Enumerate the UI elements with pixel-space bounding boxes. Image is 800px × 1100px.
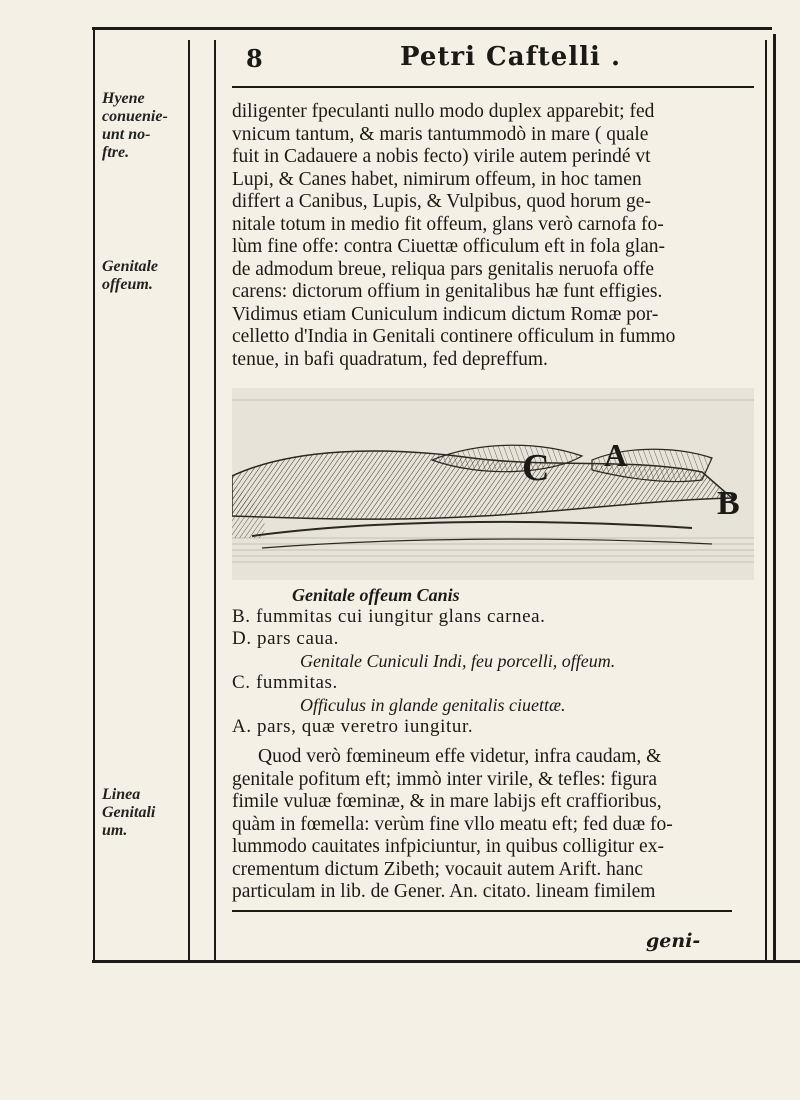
text-line: genitale pofitum eft; immò inter virile, & tefles: figura	[232, 768, 658, 790]
page-number: 8	[246, 44, 263, 73]
text-line: lummodo cauitates infpiciuntur, in quibus colligitur ex-	[232, 836, 664, 857]
margin-line: offeum.	[102, 276, 153, 293]
margin-note-genitale	[102, 258, 182, 294]
legend-sub-ciuettae: Officulus in glande genitalis ciuettæ.	[300, 695, 566, 715]
figure-label-c: C	[522, 447, 550, 489]
left-margin-rule	[93, 30, 95, 960]
legend-sub-cuniculi: Genitale Cuniculi Indi, feu porcelli, offeum.	[300, 651, 616, 671]
text-line: fuit in Cadauere a nobis fecto) virile autem perindé vt	[232, 146, 651, 167]
text-line: tenue, in bafi quadratum, fed depreffum.	[232, 348, 548, 370]
paragraph-1	[232, 101, 754, 371]
legend-d: D. pars caua.	[232, 628, 339, 649]
text-line: diligenter fpeculanti nullo modo duplex apparebit; fed	[232, 101, 655, 122]
note-column-rule	[188, 40, 190, 960]
text-left-rule	[214, 40, 216, 960]
text-bottom-rule	[232, 910, 732, 912]
paragraph-2	[232, 746, 754, 904]
top-rule	[92, 27, 772, 30]
running-title: Petri Caftelli .	[400, 42, 622, 72]
running-head	[232, 40, 752, 80]
text-line: lùm fine offe: contra Ciuettæ officulum eft in fola glan-	[232, 236, 666, 257]
text-line: Quod verò fœmineum effe videtur, infra caudam, &	[258, 746, 662, 767]
text-line: differt a Canibus, Lupis, & Vulpibus, quod horum ge-	[232, 191, 651, 212]
bone-illustration	[232, 388, 754, 580]
text-right-rule	[765, 40, 767, 960]
outer-right-rule	[773, 34, 776, 960]
margin-line: ftre.	[102, 144, 130, 161]
margin-line: Hyene	[102, 90, 145, 107]
text-line: quàm in fœmella: verùm fine vllo meatu eft; fed duæ fo-	[232, 813, 673, 835]
text-line: vnicum tantum, & maris tantummodò in mare ( quale	[232, 123, 649, 145]
head-rule	[232, 86, 754, 88]
figure-label-b: B	[717, 485, 740, 522]
margin-line: conuenie-	[102, 108, 168, 125]
engraving-figure	[232, 388, 754, 580]
text-line: de admodum breue, reliqua pars genitalis neruofa offe	[232, 258, 654, 280]
legend-c: C. fummitas.	[232, 672, 338, 693]
legend-a: A. pars, quæ veretro iungitur.	[232, 716, 474, 737]
text-line: carens: dictorum offium in genitalibus hæ funt effigies.	[232, 281, 663, 302]
figure-caption-title: Genitale offeum Canis	[292, 585, 460, 605]
catchword: geni-	[646, 930, 701, 952]
margin-line: Linea	[102, 786, 141, 803]
margin-line: unt no-	[102, 126, 151, 143]
margin-note-hyene	[102, 90, 182, 162]
text-line: fimile vuluæ fœminæ, & in mare labijs eft craffioribus,	[232, 791, 662, 812]
bottom-rule	[92, 960, 800, 963]
figure-label-a: A	[604, 437, 628, 473]
text-line: crementum dictum Zibeth; vocauit autem Arift. hanc	[232, 858, 643, 880]
legend-b: B. fummitas cui iungitur glans carnea.	[232, 606, 546, 627]
text-line: nitale totum in medio fit offeum, glans verò carnofa fo-	[232, 213, 664, 235]
text-line: Lupi, & Canes habet, nimirum offeum, in hoc tamen	[232, 168, 642, 190]
margin-line: Genitali	[102, 804, 156, 821]
text-line: celletto d'India in Genitali continere officulum in fummo	[232, 326, 676, 347]
margin-line: Genitale	[102, 258, 158, 275]
margin-line: um.	[102, 822, 128, 839]
text-line: Vidimus etiam Cuniculum indicum dictum Romæ por-	[232, 303, 659, 325]
margin-note-linea	[102, 786, 182, 840]
text-line: particulam in lib. de Gener. An. citato. lineam fimilem	[232, 881, 656, 902]
